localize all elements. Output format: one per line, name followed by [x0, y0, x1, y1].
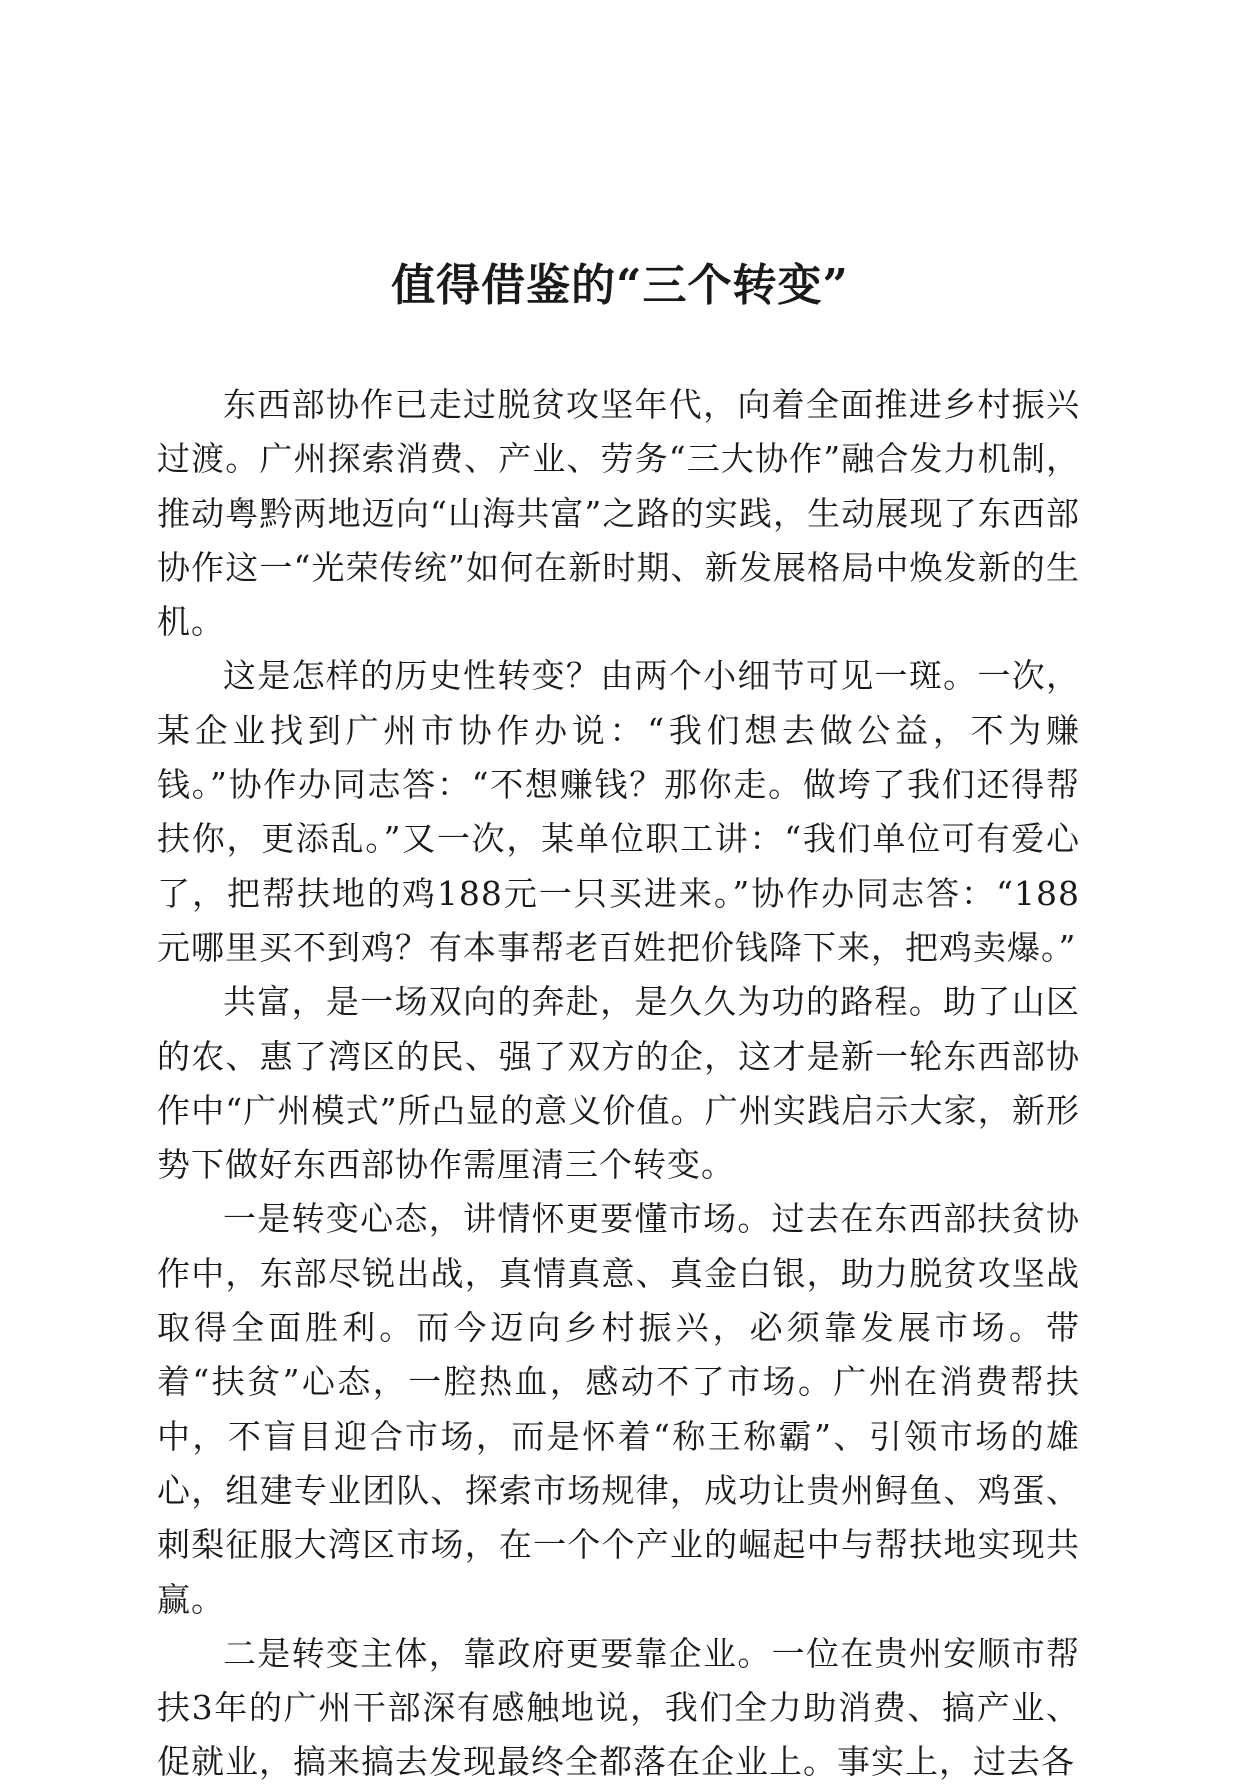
document-title: 值得借鉴的“三个转变”: [391, 260, 849, 311]
paragraph-2: 这是怎样的历史性转变？由两个小细节可见一斑。一次，某企业找到广州市协作办说：“我们想去做公益，不为赚钱。”协作办同志答：“不想赚钱？那你走。做垮了我们还得帮扶你，更添乱。”又一次，某单位职工讲：“我们单位可有爱心了，把帮扶地的鸡188元一只买进来。”协作办同志答：“188元哪里买不到鸡？有本事帮老百姓把价钱降下来，把鸡卖爆。”: [157, 656, 1080, 967]
paragraph-1: 东西部协作已走过脱贫攻坚年代，向着全面推进乡村振兴过渡。广州探索消费、产业、劳务“三大协作”融合发力机制，推动粤黔两地迈向“山海共富”之路的实践，生动展现了东西部协作这一“光荣传统”如何在新时期、新发展格局中焕发新的生机。: [157, 385, 1080, 642]
paragraph-5: 二是转变主体，靠政府更要靠企业。一位在贵州安顺市帮扶3年的广州干部深有感触地说，我们全力助消费、搞产业、促就业，搞来搞去发现最终全都落在企业上。事实上，过去各: [157, 1633, 1080, 1782]
paragraph-3: 共富，是一场双向的奔赴，是久久为功的路程。助了山区的农、惠了湾区的民、强了双方的企，这才是新一轮东西部协作中“广州模式”所凸显的意义价值。广州实践启示大家，新形势下做好东西部协作需厘清三个转变。: [157, 982, 1080, 1185]
paragraph-4: 一是转变心态，讲情怀更要懂市场。过去在东西部扶贫协作中，东部尽锐出战，真情真意、真金白银，助力脱贫攻坚战取得全面胜利。而今迈向乡村振兴，必须靠发展市场。带着“扶贫”心态，一腔热血，感动不了市场。广州在消费帮扶中，不盲目迎合市场，而是怀着“称王称霸”、引领市场的雄心，组建专业团队、探索市场规律，成功让贵州鲟鱼、鸡蛋、刺梨征服大湾区市场，在一个个产业的崛起中与帮扶地实现共赢。: [157, 1199, 1080, 1619]
document-body: [157, 378, 1080, 1790]
